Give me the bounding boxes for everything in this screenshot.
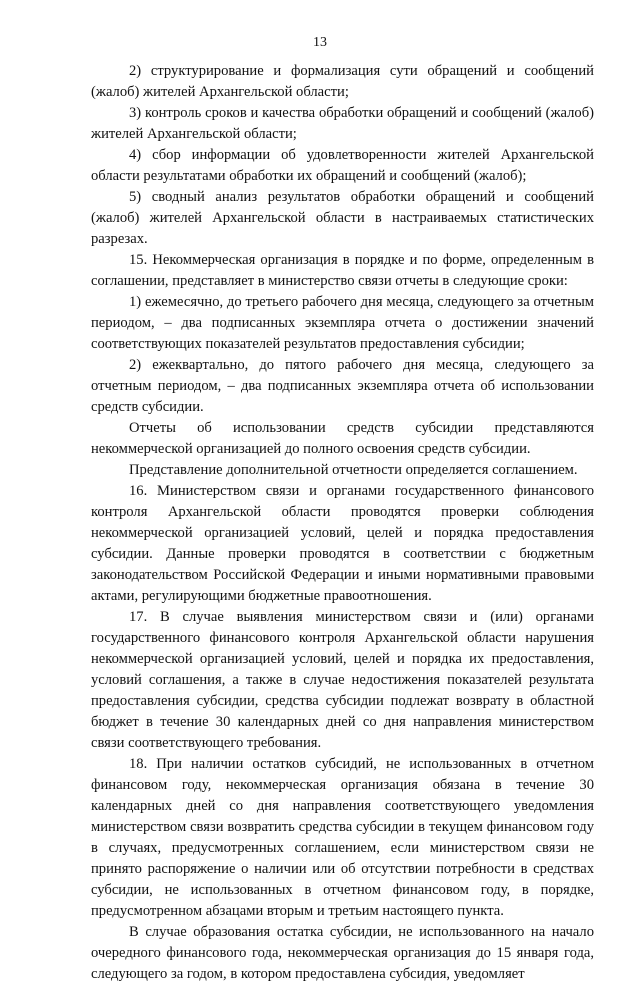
document-body bbox=[91, 61, 594, 985]
paragraph-clause-18: 18. При наличии остатков субсидий, не использованных в отчетном финансовом году, некоммерческая организация обязана в течение 30 календарных дней со дня направления соответствующего уведомления министерством связи возвратить средства субсидии в текущем финансовом году в случаях, предусмотренных соглашением, если министерством связи не принято распоряжение о наличии или об отсутствии потребности в средствах субсидии, не использованных в отчетном финансовом году, в порядке, предусмотренном абзацами вторым и третьим настоящего пункта. bbox=[91, 756, 594, 919]
paragraph-item-4: 4) сбор информации об удовлетворенности жителей Архангельской области результатами обработки их обращений и сообщений (жалоб); bbox=[91, 147, 594, 184]
paragraph-item-5: 5) сводный анализ результатов обработки обращений и сообщений (жалоб) жителей Архангельской области в настраиваемых статистических разрезах. bbox=[91, 189, 594, 247]
paragraph-clause-15: 15. Некоммерческая организация в порядке и по форме, определенным в соглашении, представляет в министерство связи отчеты в следующие сроки: bbox=[91, 252, 594, 289]
paragraph-clause-16: 16. Министерством связи и органами государственного финансового контроля Архангельской области проводятся проверки соблюдения некоммерческой организацией условий, целей и порядка предоставления субсидии. Данные проверки проводятся в соответствии с бюджетным законодательством Российской Федерации и иными нормативными правовыми актами, регулирующими бюджетные правоотношения. bbox=[91, 483, 594, 604]
paragraph-remainder-notice: В случае образования остатка субсидии, не использованного на начало очередного финансового года, некоммерческая организация до 15 января года, следующего за годом, в котором предоставлена субсидия, уведомляет bbox=[91, 924, 594, 982]
page-number: 13 bbox=[313, 35, 327, 50]
paragraph-clause-15-item-1: 1) ежемесячно, до третьего рабочего дня месяца, следующего за отчетным периодом, – два подписанных экземпляра отчета о достижении значений соответствующих показателей результатов предоставления субсидии; bbox=[91, 294, 594, 352]
paragraph-reports-note: Отчеты об использовании средств субсидии представляются некоммерческой организацией до полного освоения средств субсидии. bbox=[91, 420, 594, 457]
paragraph-item-3: 3) контроль сроков и качества обработки обращений и сообщений (жалоб) жителей Архангельской области; bbox=[91, 105, 594, 142]
paragraph-clause-15-item-2: 2) ежеквартально, до пятого рабочего дня месяца, следующего за отчетным периодом, – два подписанных экземпляра отчета об использовании средств субсидии. bbox=[91, 357, 594, 415]
paragraph-additional-reporting: Представление дополнительной отчетности определяется соглашением. bbox=[129, 462, 578, 478]
paragraph-clause-17: 17. В случае выявления министерством связи и (или) органами государственного финансового контроля Архангельской области нарушения некоммерческой организацией условий, целей и порядка их предоставления, условий соглашения, а также в случае недостижения показателей результата предоставления субсидии, средства субсидии подлежат возврату в областной бюджет в течение 30 календарных дней со дня направления министерством связи соответствующего требования. bbox=[91, 609, 594, 751]
paragraph-item-2: 2) структурирование и формализация сути обращений и сообщений (жалоб) жителей Архангельской области; bbox=[91, 63, 594, 100]
